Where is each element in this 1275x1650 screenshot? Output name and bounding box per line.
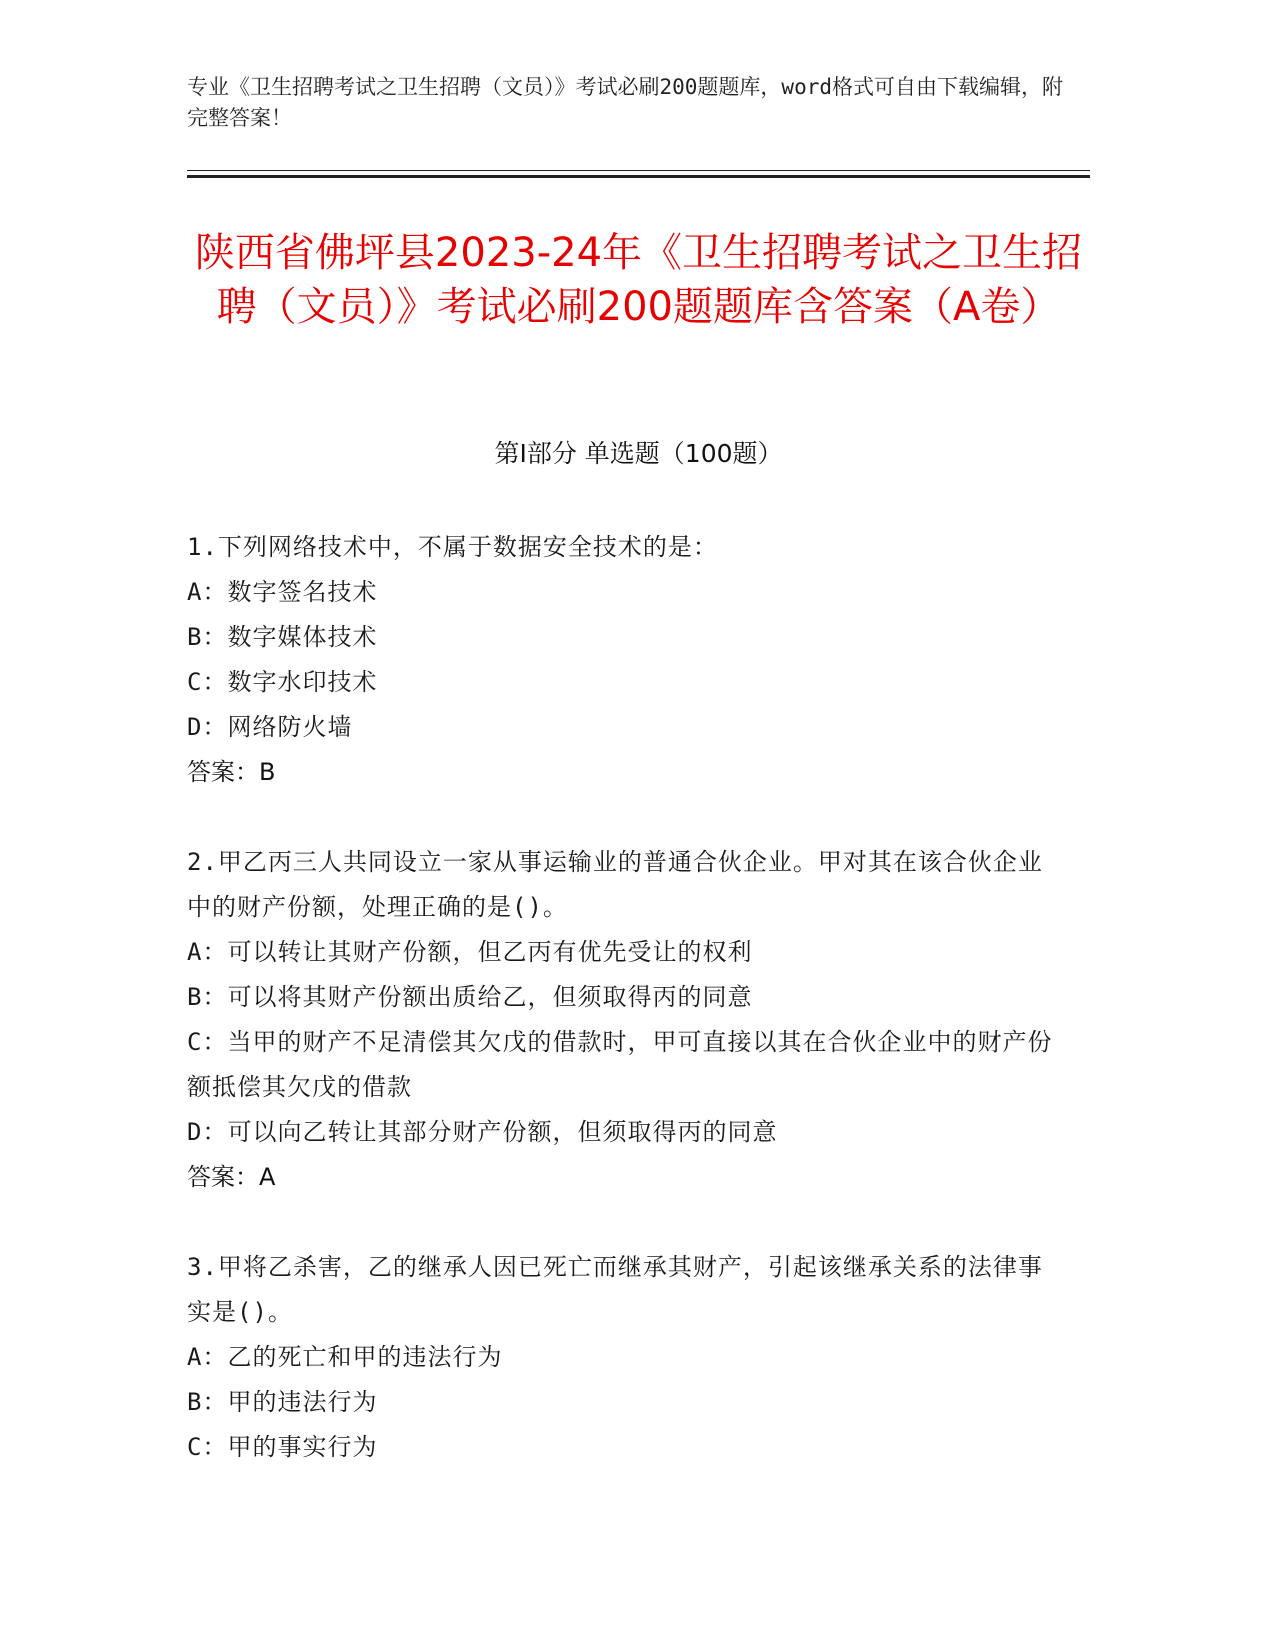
option-b: B：可以将其财产份额出质给乙，但须取得丙的同意 (187, 983, 753, 1011)
option-b: B：甲的违法行为 (187, 1388, 378, 1416)
option-b: B：数字媒体技术 (187, 623, 378, 651)
option-a: A：数字签名技术 (187, 578, 378, 606)
option-d: D：可以向乙转让其部分财产份额，但须取得丙的同意 (187, 1118, 778, 1146)
question-stem: 1.下列网络技术中，不属于数据安全技术的是： (187, 533, 718, 561)
option-c: C：甲的事实行为 (187, 1433, 378, 1461)
answer: 答案：B (187, 758, 276, 786)
question-list (187, 525, 1067, 1515)
option-a: A：乙的死亡和甲的违法行为 (187, 1343, 503, 1371)
question-2 (187, 840, 1067, 1200)
section-heading: 第I部分 单选题（100题） (494, 439, 783, 468)
question-stem: 2.甲乙丙三人共同设立一家从事运输业的普通合伙企业。甲对其在该合伙企业中的财产份额，处理正确的是()。 (187, 848, 1043, 921)
option-a: A：可以转让其财产份额，但乙丙有优先受让的权利 (187, 938, 753, 966)
question-3 (187, 1245, 1067, 1470)
option-c: C：当甲的财产不足清偿其欠戊的借款时，甲可直接以其在合伙企业中的财产份额抵偿其欠戊的借款 (187, 1028, 1053, 1101)
option-d: D：网络防火墙 (187, 713, 353, 741)
question-1 (187, 525, 1067, 795)
option-c: C：数字水印技术 (187, 668, 378, 696)
answer: 答案：A (187, 1163, 276, 1191)
header-note: 专业《卫生招聘考试之卫生招聘（文员）》考试必刷200题题库，word格式可自由下载编辑，附完整答案！ (187, 75, 1063, 130)
header-rule-thick (187, 175, 1090, 178)
header-rule-thin (187, 170, 1090, 171)
question-stem: 3.甲将乙杀害，乙的继承人因已死亡而继承其财产，引起该继承关系的法律事实是()。 (187, 1253, 1043, 1326)
document-title: 陕西省佛坪县2023-24年《卫生招聘考试之卫生招聘（文员）》考试必刷200题题库含答案（A卷） (194, 230, 1083, 330)
